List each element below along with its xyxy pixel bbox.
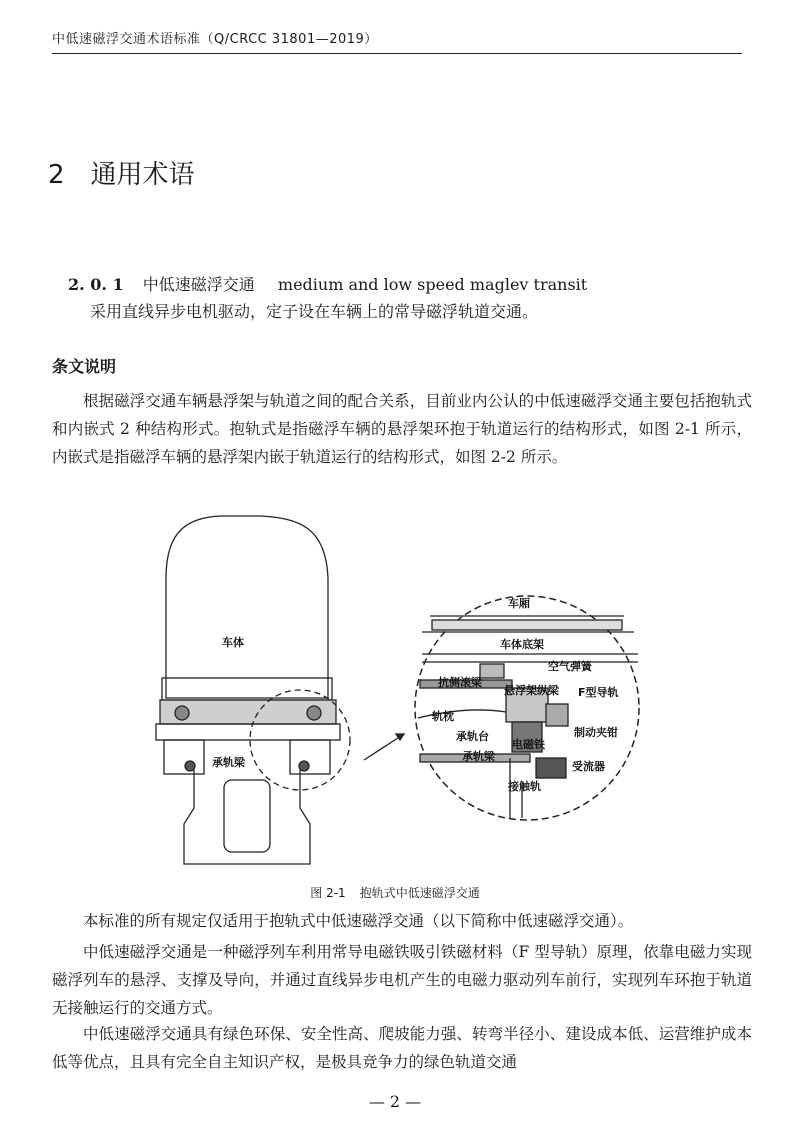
caption-text: 抱轨式中低速磁浮交通 bbox=[359, 886, 480, 900]
car-base bbox=[162, 678, 332, 700]
note-title: 条文说明 bbox=[52, 357, 117, 376]
figure-2-1 bbox=[150, 508, 750, 880]
label-rail-beam-right: 承轨梁 bbox=[462, 750, 495, 763]
pier bbox=[184, 770, 310, 864]
running-header: 中低速磁浮交通术语标准（Q/CRCC 31801—2019） bbox=[52, 28, 742, 54]
label-anti-roll-beam: 抗侧滚梁 bbox=[438, 676, 482, 689]
chapter-title: 通用术语 bbox=[90, 160, 195, 190]
label-carriage: 车厢 bbox=[508, 597, 530, 610]
label-car-body: 车体 bbox=[222, 636, 244, 649]
term-english: medium and low speed maglev transit bbox=[277, 275, 588, 294]
label-bogie-beam: 悬浮架纵梁 bbox=[504, 684, 559, 697]
page-number: — 2 — bbox=[368, 1092, 422, 1111]
maglev-diagram bbox=[150, 508, 750, 880]
label-rail-beam-left: 承轨梁 bbox=[212, 756, 245, 769]
figure-caption bbox=[0, 884, 790, 901]
label-f-rail: F型导轨 bbox=[578, 686, 619, 699]
note-paragraph-3: 中低速磁浮交通是一种磁浮列车利用常导电磁铁吸引铁磁材料（F 型导轨）原理，依靠电磁力实现磁浮列车的悬浮、支撑及导向，并通过直线异步电机产生的电磁力驱动列车前行，实现列车环抱于轨道无接触运行的交通方式。 bbox=[52, 943, 752, 1017]
label-sleeper: 轨枕 bbox=[432, 710, 454, 723]
note-paragraph-1: 根据磁浮交通车辆悬浮架与轨道之间的配合关系，目前业内公认的中低速磁浮交通主要包括抱轨式和内嵌式 2 种结构形式。抱轨式是指磁浮车辆的悬浮架环抱于轨道运行的结构形式，如图 2-1 所示，内嵌式是指磁浮车辆的悬浮架内嵌于轨道运行的结构形式，如图 2-2 所示。 bbox=[52, 392, 752, 466]
car-body-shape bbox=[166, 516, 328, 698]
caption-number: 图 2-1 bbox=[310, 886, 346, 900]
term-number: 2. 0. 1 bbox=[68, 275, 124, 294]
chapter-heading bbox=[48, 154, 195, 191]
note-paragraph-2: 本标准的所有规定仅适用于抱轨式中低速磁浮交通（以下简称中低速磁浮交通）。 bbox=[83, 912, 634, 930]
term-definition: 采用直线异步电机驱动，定子设在车辆上的常导磁浮轨道交通。 bbox=[90, 302, 539, 321]
label-brake-clamp: 制动夹钳 bbox=[574, 726, 618, 739]
note-paragraph-4: 中低速磁浮交通具有绿色环保、安全性高、爬坡能力强、转弯半径小、建设成本低、运营维护成本低等优点，且具有完全自主知识产权，是极具竞争力的绿色轨道交通 bbox=[52, 1025, 752, 1071]
label-contact-rail: 接触轨 bbox=[508, 780, 541, 793]
term-entry bbox=[68, 272, 587, 295]
label-car-underframe: 车体底架 bbox=[500, 638, 544, 651]
label-air-spring: 空气弹簧 bbox=[548, 660, 592, 673]
label-current-collector: 受流器 bbox=[572, 760, 605, 773]
term-chinese: 中低速磁浮交通 bbox=[142, 275, 255, 294]
label-electromagnet: 电磁铁 bbox=[512, 738, 545, 751]
chapter-number: 2 bbox=[48, 160, 65, 190]
label-rail-bearing: 承轨台 bbox=[456, 730, 489, 743]
